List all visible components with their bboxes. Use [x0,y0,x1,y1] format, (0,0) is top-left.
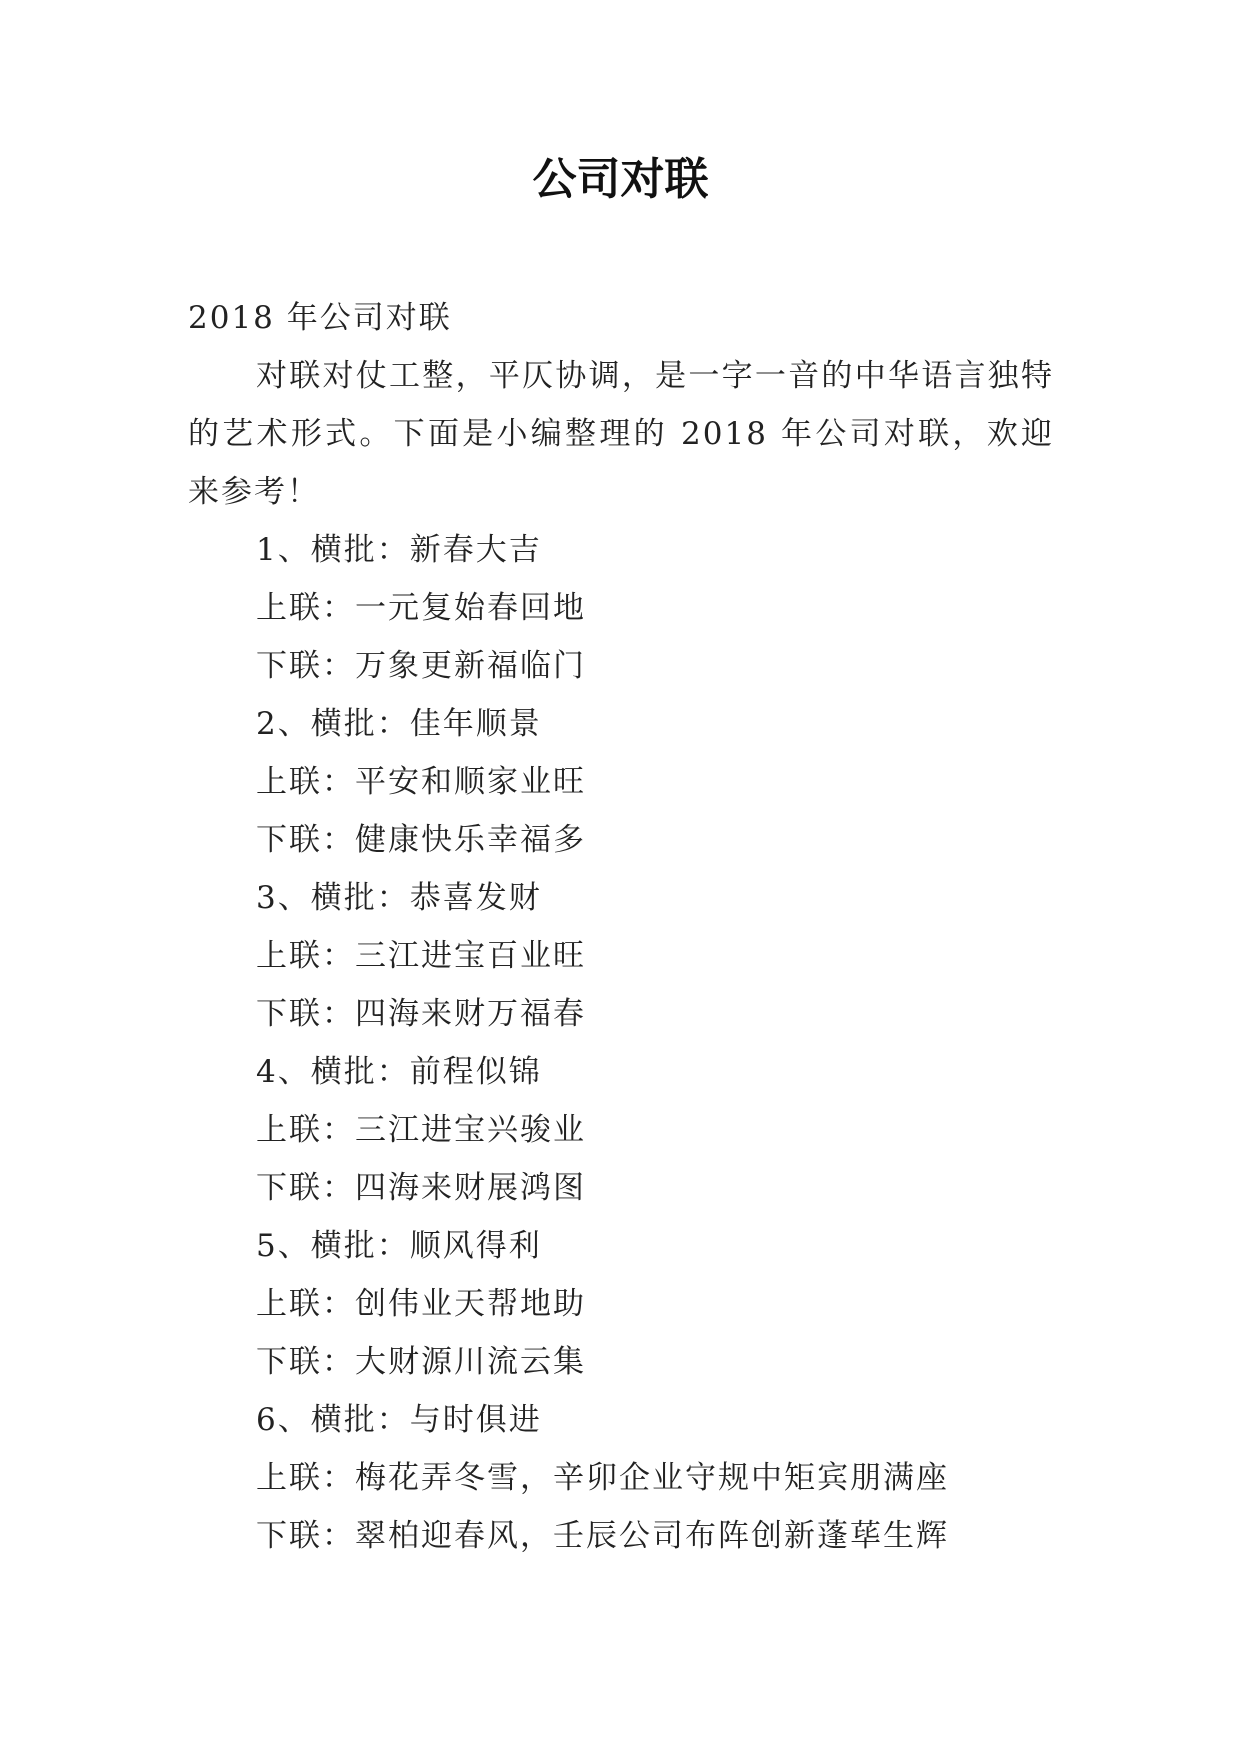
couplet-upper: 上联：梅花弄冬雪，辛卯企业守规中矩宾朋满座 [256,1460,949,1496]
couplet-item [188,695,1054,869]
couplet-upper: 上联：三江进宝兴骏业 [256,1112,586,1148]
document-body [188,289,1054,1565]
couplet-heading: 6、横批：与时俱进 [256,1402,542,1438]
couplet-lower: 下联：四海来财展鸿图 [256,1170,586,1206]
document-title: 公司对联 [532,154,709,205]
couplet-lower: 下联：万象更新福临门 [256,648,586,684]
couplet-heading: 5、横批：顺风得利 [256,1228,542,1264]
couplet-lower: 下联：四海来财万福春 [256,996,586,1032]
intro-paragraph: 对联对仗工整，平仄协调，是一字一音的中华语言独特的艺术形式。下面是小编整理的 2018 年公司对联，欢迎来参考！ [188,358,1054,510]
couplet-heading: 1、横批：新春大吉 [256,532,542,568]
couplet-heading: 4、横批：前程似锦 [256,1054,542,1090]
couplet-item [188,521,1054,695]
couplet-item [188,869,1054,1043]
subtitle: 2018 年公司对联 [188,300,452,336]
couplet-heading: 2、横批：佳年顺景 [256,706,542,742]
couplet-upper: 上联：一元复始春回地 [256,590,586,626]
couplet-item [188,1043,1054,1217]
couplet-lower: 下联：大财源川流云集 [256,1344,586,1380]
couplet-lower: 下联：健康快乐幸福多 [256,822,586,858]
couplet-item [188,1217,1054,1391]
couplet-upper: 上联：三江进宝百业旺 [256,938,586,974]
couplet-lower: 下联：翠柏迎春风，壬辰公司布阵创新蓬荜生辉 [256,1518,949,1554]
couplet-item [188,1391,1054,1565]
couplet-upper: 上联：平安和顺家业旺 [256,764,586,800]
couplet-heading: 3、横批：恭喜发财 [256,880,542,916]
couplet-upper: 上联：创伟业天帮地助 [256,1286,586,1322]
